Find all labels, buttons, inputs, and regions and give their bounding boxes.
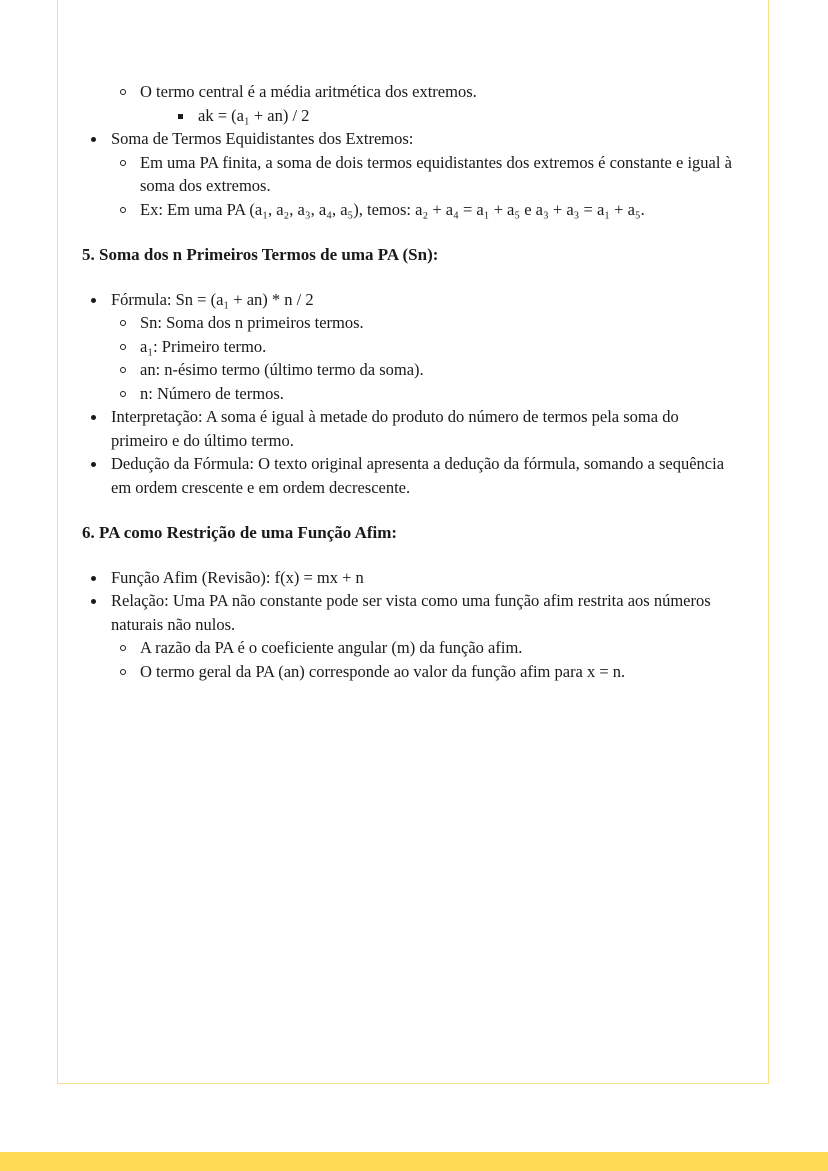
list-item: an: n-ésimo termo (último termo da soma). (111, 358, 732, 382)
section5-list (82, 288, 732, 500)
circle-bullet-icon (120, 367, 126, 373)
circle-bullet-icon (120, 391, 126, 397)
footer-stripe (0, 1152, 828, 1171)
nested-sublist (169, 104, 732, 128)
circle-bullet-icon (120, 645, 126, 651)
list-item: Soma de Termos Equidistantes dos Extremos: Em uma PA finita, a soma de dois termos equidistantes dos extremos é constante e igual à soma dos extremos. Ex: Em uma PA (a₁, a₂, a₃, a₄, a₅), temos: a₂ + a₄ = a₁ + a₅ e a₃ + a₃ = a₁ + a₅. (82, 127, 732, 221)
list-item: Relação: Uma PA não constante pode ser vista como uma função afim restrita aos números naturais não nulos. A razão da PA é o coeficiente angular (m) da função afim. O termo geral da PA (an) corresponde ao valor da função afim para x = n. (82, 589, 732, 683)
square-bullet-icon (178, 114, 183, 119)
circle-bullet-icon (120, 207, 126, 213)
circle-bullet-icon (120, 669, 126, 675)
disc-bullet-icon (91, 599, 96, 604)
continued-sublist (111, 80, 732, 127)
list-item: Interpretação: A soma é igual à metade do produto do número de termos pela soma do primeiro e do último termo. (82, 405, 732, 452)
list-item: A razão da PA é o coeficiente angular (m) da função afim. (111, 636, 732, 660)
disc-bullet-icon (91, 462, 96, 467)
section-heading-6: 6. PA como Restrição de uma Função Afim: (82, 523, 398, 542)
list-item: a₁: Primeiro termo. (111, 335, 732, 359)
list-item: Dedução da Fórmula: O texto original apresenta a dedução da fórmula, somando a sequência em ordem crescente e em ordem decrescente. (82, 452, 732, 499)
sublist (111, 311, 732, 405)
list-item: n: Número de termos. (111, 382, 732, 406)
circle-bullet-icon (120, 320, 126, 326)
disc-bullet-icon (91, 415, 96, 420)
list-item: Sn: Soma dos n primeiros termos. (111, 311, 732, 335)
list-item: Ex: Em uma PA (a₁, a₂, a₃, a₄, a₅), temos: a₂ + a₄ = a₁ + a₅ e a₃ + a₃ = a₁ + a₅. (111, 198, 732, 222)
circle-bullet-icon (120, 344, 126, 350)
disc-bullet-icon (91, 137, 96, 142)
circle-bullet-icon (120, 160, 126, 166)
section-heading-5: 5. Soma dos n Primeiros Termos de uma PA (Sn): (82, 245, 439, 264)
list-item: Em uma PA finita, a soma de dois termos equidistantes dos extremos é constante e igual à soma dos extremos. (111, 151, 732, 198)
disc-bullet-icon (91, 298, 96, 303)
list-item: O termo geral da PA (an) corresponde ao valor da função afim para x = n. (111, 660, 732, 684)
sublist (111, 636, 732, 683)
section6-list (82, 566, 732, 684)
list-item: Fórmula: Sn = (a₁ + an) * n / 2 Sn: Soma dos n primeiros termos. a₁: Primeiro termo. an: n-ésimo termo (último termo da soma). n: Número de termos. (82, 288, 732, 406)
circle-bullet-icon (120, 89, 126, 95)
document-content (82, 80, 732, 683)
sublist (111, 151, 732, 222)
list-item: Função Afim (Revisão): f(x) = mx + n (82, 566, 732, 590)
list-item: O termo central é a média aritmética dos extremos. ak = (a₁ + an) / 2 (111, 80, 732, 127)
disc-bullet-icon (91, 576, 96, 581)
list-item: ak = (a₁ + an) / 2 (169, 104, 732, 128)
equidistant-list (82, 127, 732, 221)
